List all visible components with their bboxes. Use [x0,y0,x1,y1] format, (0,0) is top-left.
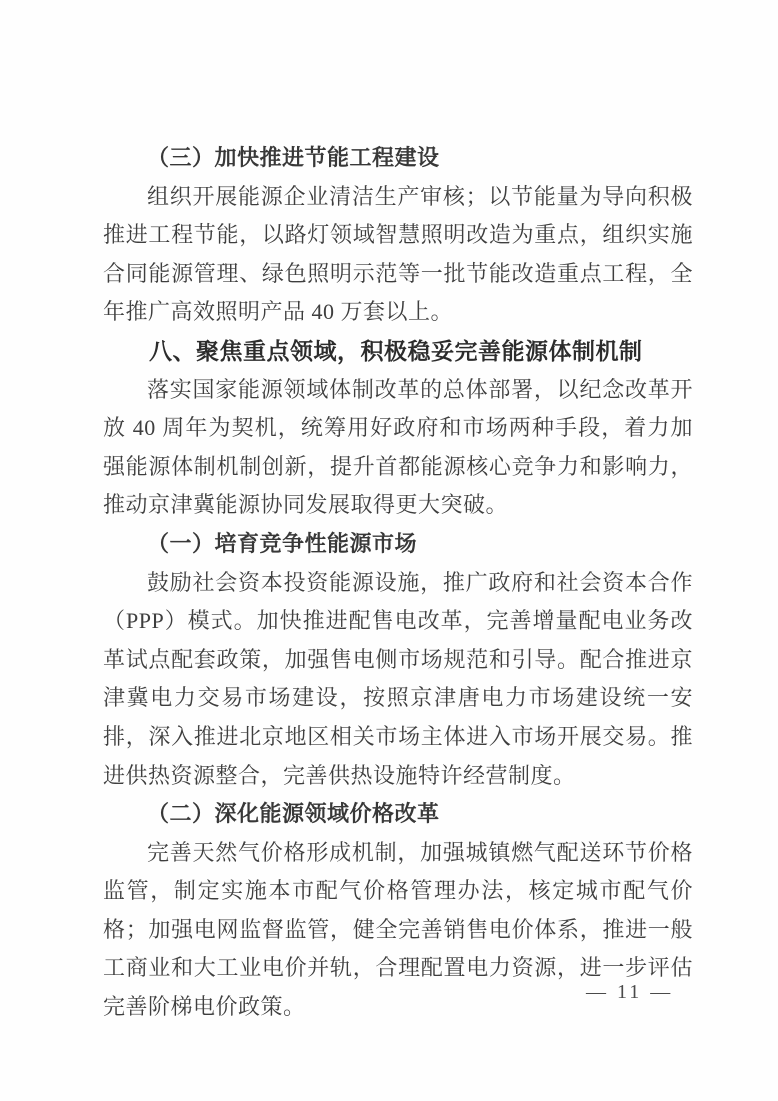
subheading-section-1-competitive-energy-market: （一）培育竞争性能源市场 [147,530,418,556]
paragraph-competitive-energy-market: 鼓励社会资本投资能源设施，推广政府和社会资本合作（PPP）模式。加快推进配售电改革，完善增量配电业务改革试点配套政策，加强售电侧市场规范和引导。配合推进京津冀电力交易市场建设，按照京津唐电力市场建设统一安排，深入推进北京地区相关市场主体进入市场开展交易。推进供热资源整合，完善供热设施特许经营制度。 [103,569,693,788]
heading-section-8-energy-system-reform: 八、聚焦重点领域，积极稳妥完善能源体制机制 [149,337,643,364]
page-number: — 11 — [586,981,674,1003]
subheading-section-2-energy-price-reform: （二）深化能源领域价格改革 [147,801,440,827]
paragraph-energy-price-reform: 完善天然气价格形成机制，加强城镇燃气配送环节价格监管，制定实施本市配气价格管理办法，核定城市配气价格；加强电网监督监管，健全完善销售电价体系，推进一般工商业和大工业电价并轨，合理配置电力资源，进一步评估完善阶梯电价政策。 [103,839,693,1020]
subheading-section-3-energy-saving-projects: （三）加快推进节能工程建设 [147,145,440,170]
paragraph-energy-saving-projects: 组织开展能源企业清洁生产审核；以节能量为导向积极推进工程节能，以路灯领域智慧照明改造为重点，组织实施合同能源管理、绿色照明示范等一批节能改造重点工程，全年推广高效照明产品 40 万套以上。 [103,183,693,325]
paragraph-energy-system-reform-overview: 落实国家能源领域体制改革的总体部署，以纪念改革开放 40 周年为契机，统筹用好政府和市场两种手段，着力加强能源体制机制创新，提升首都能源核心竞争力和影响力，推动京津冀能源协同发展取得更大突破。 [103,376,693,518]
document-content [103,139,693,1027]
